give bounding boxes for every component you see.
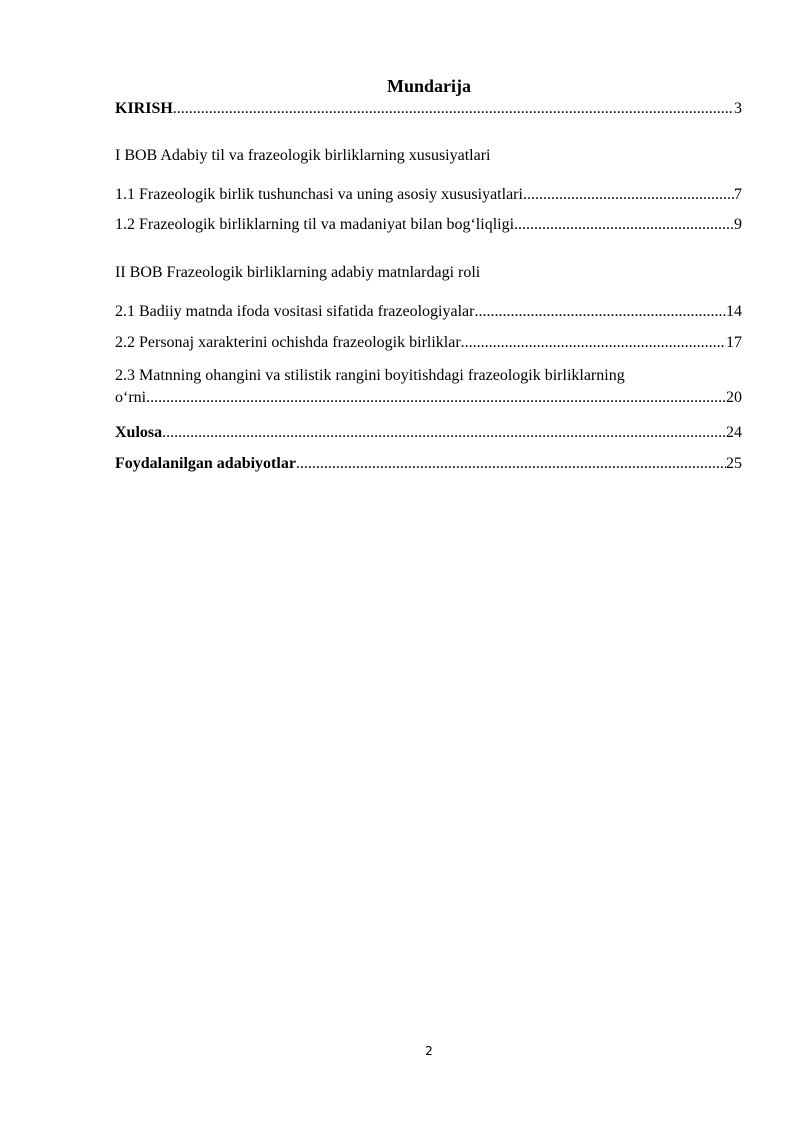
- dot-leader: [523, 184, 734, 206]
- dot-leader: [461, 332, 726, 354]
- toc-entry-label: 1.2 Frazeologik birliklarning til va madaniyat bilan bog‘liqligi: [115, 216, 515, 233]
- dot-leader: [514, 214, 734, 236]
- toc-entry-page: 3: [734, 100, 742, 117]
- toc-entry-label: Xulosa: [115, 424, 163, 441]
- toc-entry-page: 20: [726, 389, 742, 406]
- toc-entry-kirish[interactable]: [115, 98, 742, 120]
- dot-leader: [296, 453, 726, 475]
- toc-entry-page: 14: [726, 303, 742, 320]
- toc-entry-page: 7: [734, 186, 742, 203]
- toc-entry-label-line2: o‘rni: [115, 389, 147, 406]
- toc-chapter-1[interactable]: I BOB Adabiy til va frazeologik birliklarning xususiyatlari: [115, 147, 491, 164]
- toc-entry-xulosa[interactable]: [115, 422, 742, 444]
- page-number: 2: [425, 1044, 433, 1058]
- dot-leader: [173, 98, 734, 120]
- dot-leader: [146, 387, 726, 409]
- toc-title: Mundarija: [386, 76, 471, 96]
- toc-entry-page: 24: [726, 424, 742, 441]
- toc-entry-2-1[interactable]: [115, 301, 742, 323]
- toc-entry-page: 25: [726, 455, 742, 472]
- toc-entry-2-3[interactable]: [115, 365, 742, 409]
- toc-entry-page: 17: [726, 334, 742, 351]
- toc-entry-adabiyotlar[interactable]: [115, 453, 742, 475]
- dot-leader: [162, 422, 726, 444]
- toc-entry-label: KIRISH: [115, 100, 173, 117]
- toc-entry-label: 2.2 Personaj xarakterini ochishda frazeologik birliklar: [115, 334, 461, 351]
- toc-entry-page: 9: [734, 216, 742, 233]
- toc-entry-label: 1.1 Frazeologik birlik tushunchasi va uning asosiy xususiyatlari: [115, 186, 523, 203]
- toc-entry-label: 2.1 Badiiy matnda ifoda vositasi sifatida frazeologiyalar: [115, 303, 475, 320]
- toc-chapter-2[interactable]: II BOB Frazeologik birliklarning adabiy matnlardagi roli: [115, 264, 481, 281]
- dot-leader: [474, 301, 726, 323]
- toc-entry-1-2[interactable]: [115, 214, 742, 236]
- toc-entry-1-1[interactable]: [115, 184, 742, 206]
- toc-entry-2-2[interactable]: [115, 332, 742, 354]
- toc-entry-label: Foydalanilgan adabiyotlar: [115, 455, 296, 472]
- toc-entry-label-line1: 2.3 Matnning ohangini va stilistik rangini boyitishdagi frazeologik birliklarning: [115, 367, 625, 384]
